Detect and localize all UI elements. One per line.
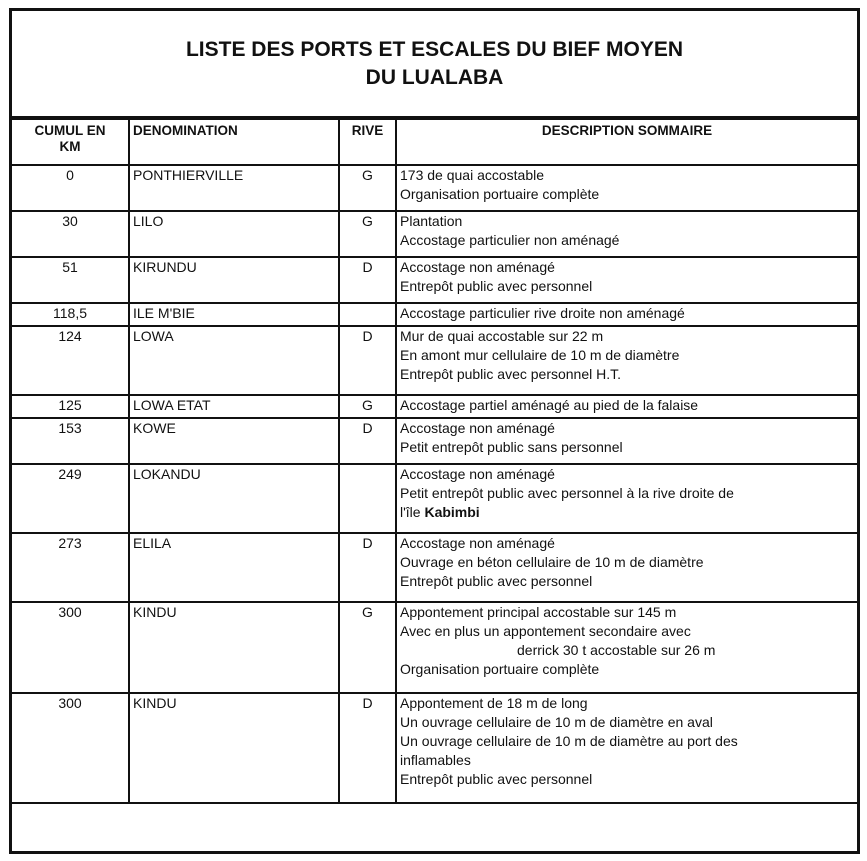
table-header-row xyxy=(12,119,857,165)
cell-cumul-km: 0 xyxy=(12,165,129,211)
description-line xyxy=(400,503,854,522)
cell-description xyxy=(396,464,857,533)
header-km-line-2: KM xyxy=(59,139,81,154)
cell-description xyxy=(396,211,857,257)
cell-cumul-km: 125 xyxy=(12,395,129,418)
cell-description xyxy=(396,418,857,464)
header-denomination: DENOMINATION xyxy=(129,119,339,165)
cell-description xyxy=(396,165,857,211)
description-line: Un ouvrage cellulaire de 10 m de diamètre en aval xyxy=(400,714,713,730)
ports-table xyxy=(12,118,857,804)
cell-denomination: ILE M'BIE xyxy=(129,303,339,326)
cell-rive: D xyxy=(339,418,396,464)
description-line: Organisation portuaire complète xyxy=(400,661,600,677)
description-line: Accostage partiel aménagé au pied de la falaise xyxy=(400,397,699,413)
description-line: Entrepôt public avec personnel xyxy=(400,771,593,787)
description-line: Mur de quai accostable sur 22 m xyxy=(400,328,604,344)
description-line: inflamables xyxy=(400,752,471,768)
cell-denomination: LOWA ETAT xyxy=(129,395,339,418)
cell-cumul-km: 153 xyxy=(12,418,129,464)
cell-cumul-km: 273 xyxy=(12,533,129,602)
cell-description xyxy=(396,257,857,303)
document-title xyxy=(12,11,857,118)
title-line-2: DU LUALABA xyxy=(365,65,504,89)
description-line: Petit entrepôt public sans personnel xyxy=(400,439,623,455)
table-row xyxy=(12,326,857,395)
cell-rive: D xyxy=(339,533,396,602)
table-row xyxy=(12,211,857,257)
header-rive: RIVE xyxy=(339,119,396,165)
cell-denomination: KOWE xyxy=(129,418,339,464)
description-line: Accostage non aménagé xyxy=(400,420,555,436)
header-cumul-km xyxy=(12,119,129,165)
cell-denomination: PONTHIERVILLE xyxy=(129,165,339,211)
cell-rive: G xyxy=(339,602,396,693)
table-row xyxy=(12,395,857,418)
cell-denomination: KINDU xyxy=(129,602,339,693)
cell-denomination: LILO xyxy=(129,211,339,257)
cell-rive: D xyxy=(339,326,396,395)
description-line: 173 de quai accostable xyxy=(400,167,544,183)
description-line: Ouvrage en béton cellulaire de 10 m de diamètre xyxy=(400,554,704,570)
description-line: Un ouvrage cellulaire de 10 m de diamètre au port des xyxy=(400,733,738,749)
description-line: Accostage non aménagé xyxy=(400,466,555,482)
table-row xyxy=(12,418,857,464)
table-row xyxy=(12,693,857,803)
header-description: DESCRIPTION SOMMAIRE xyxy=(396,119,857,165)
cell-cumul-km: 249 xyxy=(12,464,129,533)
cell-cumul-km: 118,5 xyxy=(12,303,129,326)
table-row xyxy=(12,303,857,326)
description-line: En amont mur cellulaire de 10 m de diamètre xyxy=(400,347,680,363)
cell-description xyxy=(396,693,857,803)
description-line: Accostage non aménagé xyxy=(400,535,555,551)
cell-rive: D xyxy=(339,693,396,803)
description-line: Accostage non aménagé xyxy=(400,259,555,275)
description-line: Avec en plus un appontement secondaire avec xyxy=(400,623,691,639)
description-line: Entrepôt public avec personnel xyxy=(400,278,593,294)
description-line: Entrepôt public avec personnel H.T. xyxy=(400,366,622,382)
cell-denomination: LOWA xyxy=(129,326,339,395)
cell-description xyxy=(396,533,857,602)
description-line: derrick 30 t accostable sur 26 m xyxy=(517,642,716,658)
cell-cumul-km: 30 xyxy=(12,211,129,257)
description-line: Organisation portuaire complète xyxy=(400,186,600,202)
table-row xyxy=(12,602,857,693)
cell-denomination: KIRUNDU xyxy=(129,257,339,303)
document-page xyxy=(9,8,860,854)
description-line: Appontement principal accostable sur 145 m xyxy=(400,604,677,620)
cell-cumul-km: 300 xyxy=(12,602,129,693)
cell-description xyxy=(396,326,857,395)
description-line: Plantation xyxy=(400,213,463,229)
cell-denomination: ELILA xyxy=(129,533,339,602)
cell-description xyxy=(396,395,857,418)
cell-cumul-km: 51 xyxy=(12,257,129,303)
table-row xyxy=(12,464,857,533)
cell-rive: G xyxy=(339,395,396,418)
cell-description xyxy=(396,303,857,326)
description-line: Accostage particulier rive droite non aménagé xyxy=(400,305,685,321)
table-row xyxy=(12,533,857,602)
description-bold-text: Kabimbi xyxy=(424,504,480,520)
description-line: Accostage particulier non aménagé xyxy=(400,232,620,248)
description-line: Appontement de 18 m de long xyxy=(400,695,588,711)
cell-denomination: KINDU xyxy=(129,693,339,803)
cell-cumul-km: 300 xyxy=(12,693,129,803)
cell-description xyxy=(396,602,857,693)
cell-rive xyxy=(339,303,396,326)
cell-rive: D xyxy=(339,257,396,303)
cell-cumul-km: 124 xyxy=(12,326,129,395)
description-line: Entrepôt public avec personnel xyxy=(400,573,593,589)
description-line: Petit entrepôt public avec personnel à la rive droite de xyxy=(400,485,734,501)
table-row xyxy=(12,257,857,303)
title-line-1: LISTE DES PORTS ET ESCALES DU BIEF MOYEN xyxy=(185,37,684,61)
cell-rive: G xyxy=(339,165,396,211)
table-row xyxy=(12,165,857,211)
cell-rive xyxy=(339,464,396,533)
cell-denomination: LOKANDU xyxy=(129,464,339,533)
header-km-line-1: CUMUL EN xyxy=(34,123,106,138)
cell-rive: G xyxy=(339,211,396,257)
description-text: l'île xyxy=(400,504,425,520)
